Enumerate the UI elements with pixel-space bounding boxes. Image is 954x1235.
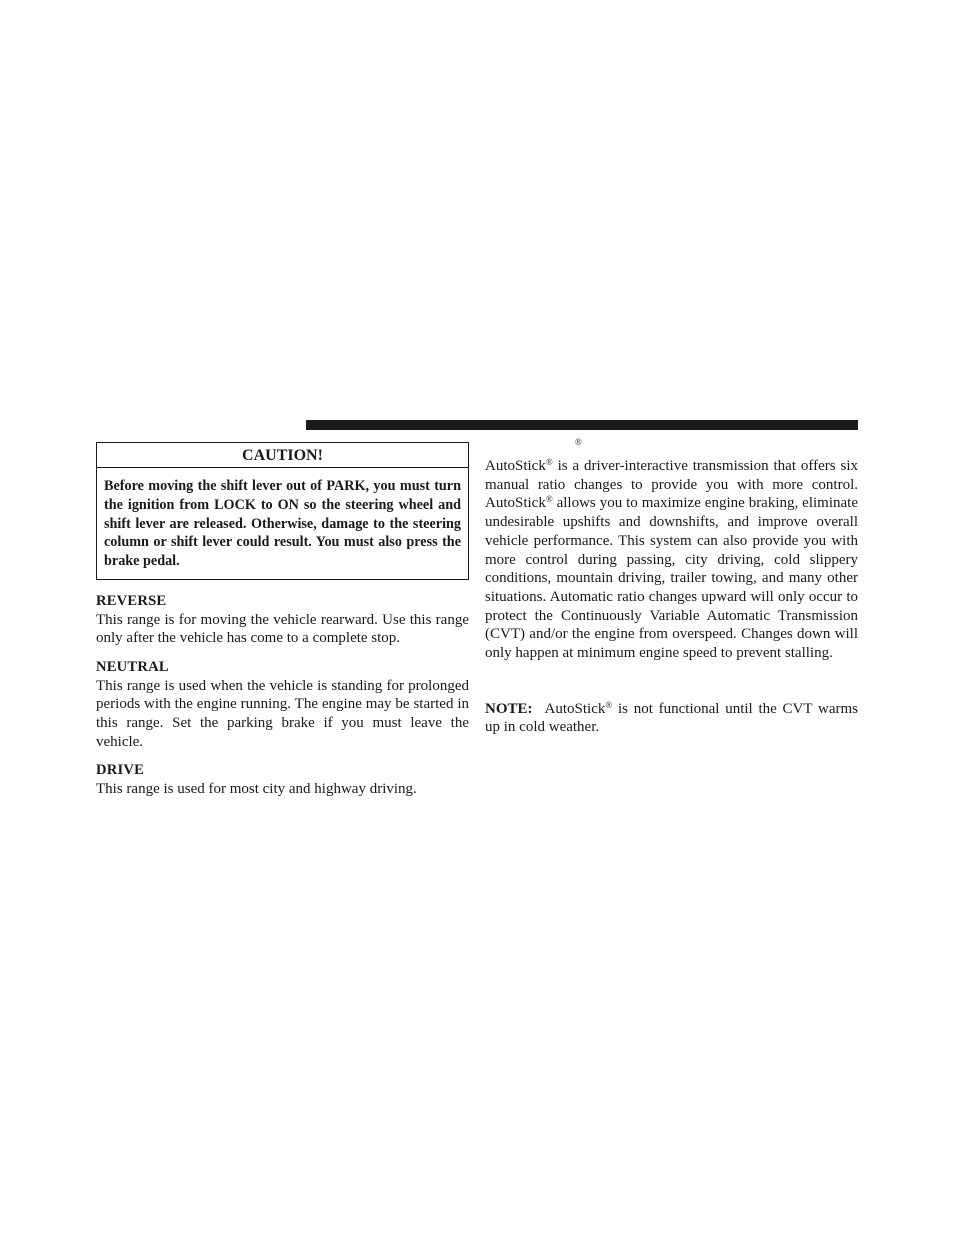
drive-heading: DRIVE [96, 762, 145, 779]
note-text: is not functional until the CVT warms up in cold weather. [485, 700, 858, 736]
caution-body: Before moving the shift lever out of PARK, you must turn the ignition from LOCK to ON so the steering wheel and shift lever are released. Otherwise, damage to the steering column or shift lever could result. You must also press the brake pedal. [104, 478, 461, 570]
autostick-heading-mark: ® [575, 437, 582, 447]
note-label: NOTE: [485, 700, 533, 717]
autostick-brand: AutoStick [485, 458, 546, 474]
note-paragraph [485, 700, 858, 737]
right-column [485, 436, 858, 737]
note-brand: AutoStick [544, 700, 606, 717]
registered-mark: ® [605, 699, 613, 710]
caution-box [96, 442, 469, 580]
reverse-heading: REVERSE [96, 592, 167, 609]
drive-text: This range is used for most city and highway driving. [96, 780, 417, 797]
autostick-paragraph [485, 457, 858, 663]
section-header-bar [306, 420, 858, 430]
autostick-text-2: allows you to maximize engine braking, eliminate undesirable upshifts and downshifts, and improve overall vehicle performance. This system can also provide you with more control during passing, city driving, cold slippery conditions, mountain driving, trailer towing, and many other situations. Automatic ratio changes upward will only occur to protect the Continuously Variable Automatic Transmission (CVT) and/or the engine from overspeed. Changes down will only happen at minimum engine speed to prevent stalling. [485, 495, 858, 662]
autostick-text-1: is a driver-interactive transmission that offers six manual ratio changes to provide you with more control. AutoStick [485, 458, 858, 512]
caution-title: CAUTION! [97, 443, 468, 468]
registered-mark: ® [545, 457, 553, 467]
neutral-heading: NEUTRAL [96, 658, 169, 675]
left-column [96, 442, 469, 799]
registered-mark: ® [545, 494, 553, 505]
neutral-text: This range is used when the vehicle is standing for prolonged periods with the engine running. The engine may be started in this range. Set the parking brake if you must leave the vehicle. [96, 677, 469, 750]
reverse-text: This range is for moving the vehicle rearward. Use this range only after the vehicle has come to a complete stop. [96, 611, 469, 647]
